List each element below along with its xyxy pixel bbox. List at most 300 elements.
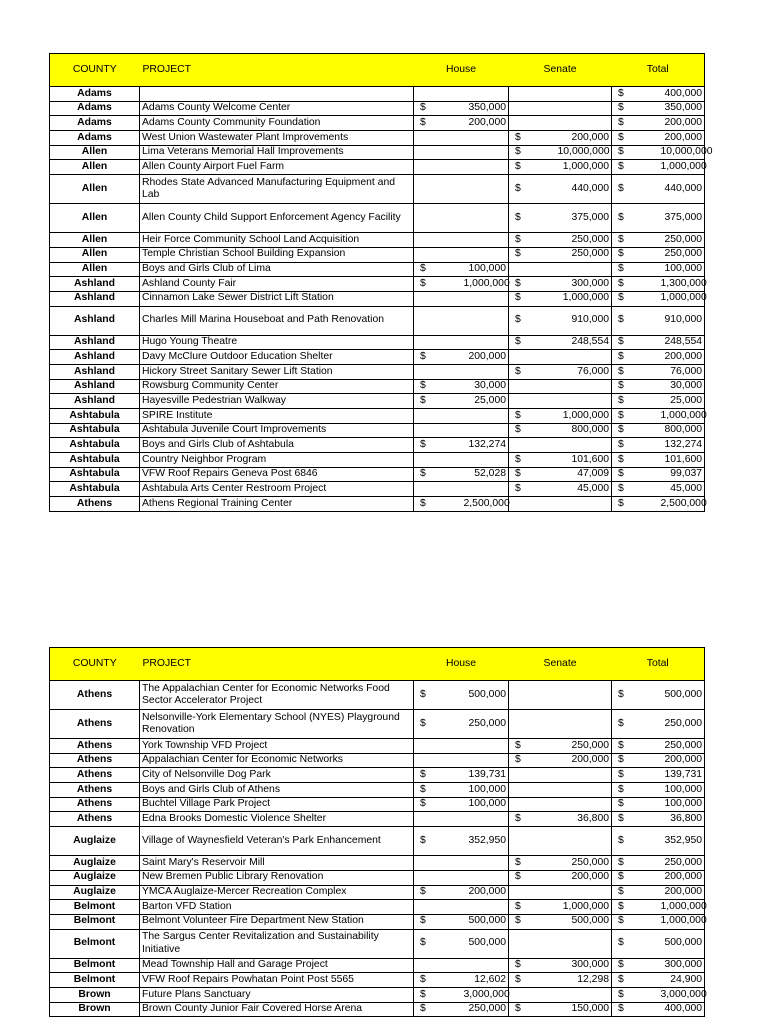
senate-dollar-sign	[509, 394, 556, 409]
total-dollar-sign: $	[612, 497, 659, 512]
total-amount: 1,000,000	[659, 409, 705, 424]
senate-amount	[556, 438, 612, 453]
total-amount: 99,037	[659, 467, 705, 482]
senate-dollar-sign: $	[509, 812, 556, 827]
total-amount: 1,300,000	[659, 277, 705, 292]
total-amount: 30,000	[659, 379, 705, 394]
total-dollar-sign: $	[612, 233, 659, 248]
senate-amount: 200,000	[556, 131, 612, 146]
county-cell: Ashtabula	[50, 409, 140, 424]
house-dollar-sign: $	[414, 885, 462, 900]
county-cell: Auglaize	[50, 870, 140, 885]
table-row	[50, 438, 705, 453]
house-dollar-sign: $	[414, 277, 462, 292]
county-cell: Adams	[50, 116, 140, 131]
project-cell: Rhodes State Advanced Manufacturing Equipment and Lab	[140, 175, 414, 204]
total-dollar-sign: $	[612, 350, 659, 365]
total-amount: 250,000	[659, 710, 705, 739]
project-cell: Adams County Community Foundation	[140, 116, 414, 131]
senate-dollar-sign: $	[509, 1002, 556, 1017]
county-cell: Allen	[50, 160, 140, 175]
senate-amount	[556, 497, 612, 512]
senate-amount: 250,000	[556, 233, 612, 248]
senate-amount: 150,000	[556, 1002, 612, 1017]
project-cell: Village of Waynesfield Veteran's Park Enhancement	[140, 827, 414, 856]
total-amount: 2,500,000	[659, 497, 705, 512]
house-dollar-sign	[414, 423, 462, 438]
house-dollar-sign	[414, 335, 462, 350]
table-row	[50, 87, 705, 102]
house-amount: 500,000	[462, 681, 509, 710]
table-row	[50, 870, 705, 885]
county-cell: Ashland	[50, 379, 140, 394]
project-cell: Appalachian Center for Economic Networks	[140, 753, 414, 768]
total-dollar-sign: $	[612, 101, 659, 116]
senate-amount: 45,000	[556, 482, 612, 497]
table-row	[50, 900, 705, 915]
house-amount: 3,000,000	[462, 987, 509, 1002]
total-dollar-sign: $	[612, 783, 659, 798]
house-dollar-sign: $	[414, 379, 462, 394]
house-dollar-sign: $	[414, 987, 462, 1002]
total-dollar-sign: $	[612, 131, 659, 146]
senate-dollar-sign: $	[509, 160, 556, 175]
county-cell: Athens	[50, 681, 140, 710]
county-cell: Allen	[50, 262, 140, 277]
total-amount: 45,000	[659, 482, 705, 497]
total-dollar-sign: $	[612, 204, 659, 233]
senate-dollar-sign: $	[509, 423, 556, 438]
project-cell: Edna Brooks Domestic Violence Shelter	[140, 812, 414, 827]
senate-amount: 375,000	[556, 204, 612, 233]
table-row	[50, 379, 705, 394]
house-amount	[462, 335, 509, 350]
total-amount: 36,800	[659, 812, 705, 827]
senate-dollar-sign	[509, 262, 556, 277]
total-amount: 248,554	[659, 335, 705, 350]
house-dollar-sign: $	[414, 350, 462, 365]
table-row	[50, 497, 705, 512]
senate-amount: 300,000	[556, 277, 612, 292]
project-cell: Lima Veterans Memorial Hall Improvements	[140, 145, 414, 160]
senate-amount	[556, 783, 612, 798]
total-amount: 500,000	[659, 681, 705, 710]
county-cell: Athens	[50, 497, 140, 512]
total-amount: 101,600	[659, 453, 705, 468]
senate-dollar-sign	[509, 116, 556, 131]
total-dollar-sign: $	[612, 277, 659, 292]
total-dollar-sign: $	[612, 885, 659, 900]
total-dollar-sign: $	[612, 423, 659, 438]
senate-dollar-sign: $	[509, 175, 556, 204]
house-amount: 30,000	[462, 379, 509, 394]
table-row	[50, 247, 705, 262]
senate-amount	[556, 797, 612, 812]
project-cell: Hugo Young Theatre	[140, 335, 414, 350]
total-amount: 350,000	[659, 101, 705, 116]
total-amount: 800,000	[659, 423, 705, 438]
total-amount: 100,000	[659, 262, 705, 277]
house-amount	[462, 870, 509, 885]
project-cell: Belmont Volunteer Fire Department New Station	[140, 914, 414, 929]
senate-amount: 12,298	[556, 973, 612, 988]
house-amount	[462, 175, 509, 204]
senate-amount	[556, 681, 612, 710]
total-amount: 352,950	[659, 827, 705, 856]
table-row	[50, 116, 705, 131]
table-row	[50, 160, 705, 175]
senate-amount: 36,800	[556, 812, 612, 827]
table-row	[50, 409, 705, 424]
house-dollar-sign	[414, 204, 462, 233]
county-cell: Ashtabula	[50, 438, 140, 453]
project-header: PROJECT	[140, 648, 414, 681]
project-cell: Allen County Airport Fuel Farm	[140, 160, 414, 175]
total-dollar-sign: $	[612, 291, 659, 306]
house-amount: 12,602	[462, 973, 509, 988]
senate-dollar-sign: $	[509, 145, 556, 160]
total-amount: 1,000,000	[659, 291, 705, 306]
senate-dollar-sign	[509, 379, 556, 394]
table-row	[50, 233, 705, 248]
house-amount: 52,028	[462, 467, 509, 482]
total-amount: 375,000	[659, 204, 705, 233]
house-amount	[462, 247, 509, 262]
house-amount	[462, 131, 509, 146]
county-cell: Ashland	[50, 277, 140, 292]
project-cell: New Bremen Public Library Renovation	[140, 870, 414, 885]
house-amount	[462, 291, 509, 306]
table-row	[50, 306, 705, 335]
senate-dollar-sign: $	[509, 335, 556, 350]
senate-amount: 1,000,000	[556, 160, 612, 175]
county-header: COUNTY	[50, 648, 140, 681]
table-row	[50, 1002, 705, 1017]
senate-amount: 800,000	[556, 423, 612, 438]
project-cell: Ashtabula Arts Center Restroom Project	[140, 482, 414, 497]
county-cell: Auglaize	[50, 856, 140, 871]
senate-dollar-sign: $	[509, 233, 556, 248]
house-dollar-sign: $	[414, 973, 462, 988]
table-row	[50, 783, 705, 798]
house-dollar-sign: $	[414, 101, 462, 116]
county-cell: Allen	[50, 233, 140, 248]
house-amount	[462, 409, 509, 424]
house-dollar-sign: $	[414, 710, 462, 739]
total-amount: 200,000	[659, 350, 705, 365]
total-amount: 1,000,000	[659, 900, 705, 915]
house-dollar-sign: $	[414, 914, 462, 929]
house-dollar-sign	[414, 247, 462, 262]
house-amount: 139,731	[462, 768, 509, 783]
senate-dollar-sign	[509, 438, 556, 453]
total-amount: 200,000	[659, 131, 705, 146]
county-cell: Allen	[50, 204, 140, 233]
senate-amount: 250,000	[556, 247, 612, 262]
house-dollar-sign	[414, 145, 462, 160]
total-dollar-sign: $	[612, 987, 659, 1002]
senate-amount	[556, 379, 612, 394]
senate-dollar-sign	[509, 681, 556, 710]
total-amount: 76,000	[659, 364, 705, 379]
project-cell: Boys and Girls Club of Ashtabula	[140, 438, 414, 453]
county-cell: Ashland	[50, 394, 140, 409]
county-cell: Auglaize	[50, 827, 140, 856]
senate-amount: 10,000,000	[556, 145, 612, 160]
senate-amount	[556, 710, 612, 739]
total-dollar-sign: $	[612, 812, 659, 827]
table-row	[50, 204, 705, 233]
table-row	[50, 175, 705, 204]
total-amount: 25,000	[659, 394, 705, 409]
total-header: Total	[612, 648, 705, 681]
senate-dollar-sign: $	[509, 131, 556, 146]
senate-dollar-sign: $	[509, 453, 556, 468]
house-amount	[462, 145, 509, 160]
house-amount: 132,274	[462, 438, 509, 453]
total-dollar-sign: $	[612, 175, 659, 204]
appropriations-table-1	[49, 53, 713, 512]
county-cell: Athens	[50, 739, 140, 754]
table-row	[50, 101, 705, 116]
table-row	[50, 145, 705, 160]
total-amount: 250,000	[659, 856, 705, 871]
house-dollar-sign	[414, 453, 462, 468]
house-dollar-sign: $	[414, 497, 462, 512]
total-amount: 200,000	[659, 885, 705, 900]
house-dollar-sign	[414, 131, 462, 146]
senate-amount: 910,000	[556, 306, 612, 335]
project-cell: Saint Mary's Reservoir Mill	[140, 856, 414, 871]
senate-amount	[556, 768, 612, 783]
senate-dollar-sign	[509, 783, 556, 798]
house-dollar-sign	[414, 364, 462, 379]
county-cell: Ashland	[50, 335, 140, 350]
house-dollar-sign	[414, 175, 462, 204]
house-amount: 100,000	[462, 262, 509, 277]
project-cell: The Sargus Center Revitalization and Sustainability Initiative	[140, 929, 414, 958]
table-row	[50, 958, 705, 973]
total-amount: 300,000	[659, 958, 705, 973]
total-dollar-sign: $	[612, 438, 659, 453]
total-amount: 200,000	[659, 870, 705, 885]
senate-amount	[556, 394, 612, 409]
house-amount	[462, 423, 509, 438]
senate-dollar-sign	[509, 929, 556, 958]
house-amount	[462, 856, 509, 871]
house-amount: 352,950	[462, 827, 509, 856]
senate-amount: 47,009	[556, 467, 612, 482]
project-cell: Cinnamon Lake Sewer District Lift Station	[140, 291, 414, 306]
senate-amount	[556, 885, 612, 900]
house-amount: 1,000,000	[462, 277, 509, 292]
total-amount: 250,000	[659, 247, 705, 262]
table-row	[50, 929, 705, 958]
senate-dollar-sign	[509, 710, 556, 739]
table-row	[50, 482, 705, 497]
table-row	[50, 856, 705, 871]
house-amount: 200,000	[462, 885, 509, 900]
house-amount	[462, 233, 509, 248]
senate-dollar-sign: $	[509, 291, 556, 306]
county-cell: Adams	[50, 87, 140, 102]
senate-amount: 1,000,000	[556, 291, 612, 306]
total-dollar-sign: $	[612, 409, 659, 424]
county-cell: Allen	[50, 175, 140, 204]
house-amount: 500,000	[462, 914, 509, 929]
table-row	[50, 131, 705, 146]
total-dollar-sign: $	[612, 394, 659, 409]
table-body	[50, 681, 705, 1017]
house-amount: 200,000	[462, 350, 509, 365]
total-dollar-sign: $	[612, 914, 659, 929]
house-dollar-sign: $	[414, 681, 462, 710]
county-cell: Adams	[50, 131, 140, 146]
house-dollar-sign	[414, 409, 462, 424]
house-amount	[462, 87, 509, 102]
county-cell: Athens	[50, 797, 140, 812]
house-amount: 100,000	[462, 783, 509, 798]
project-cell: Athens Regional Training Center	[140, 497, 414, 512]
house-dollar-sign	[414, 958, 462, 973]
total-dollar-sign: $	[612, 739, 659, 754]
county-cell: Athens	[50, 783, 140, 798]
county-cell: Ashland	[50, 306, 140, 335]
senate-dollar-sign: $	[509, 409, 556, 424]
project-cell: Temple Christian School Building Expansion	[140, 247, 414, 262]
senate-dollar-sign	[509, 797, 556, 812]
senate-amount	[556, 827, 612, 856]
senate-amount: 248,554	[556, 335, 612, 350]
header-row	[50, 648, 705, 681]
total-dollar-sign: $	[612, 145, 659, 160]
senate-dollar-sign: $	[509, 753, 556, 768]
total-dollar-sign: $	[612, 958, 659, 973]
table-row	[50, 753, 705, 768]
total-amount: 200,000	[659, 116, 705, 131]
total-amount: 440,000	[659, 175, 705, 204]
house-dollar-sign	[414, 306, 462, 335]
senate-dollar-sign: $	[509, 364, 556, 379]
house-dollar-sign: $	[414, 827, 462, 856]
total-amount: 400,000	[659, 1002, 705, 1017]
senate-amount: 200,000	[556, 870, 612, 885]
senate-dollar-sign: $	[509, 204, 556, 233]
house-amount	[462, 306, 509, 335]
table-row	[50, 681, 705, 710]
house-amount: 100,000	[462, 797, 509, 812]
house-amount	[462, 812, 509, 827]
house-dollar-sign: $	[414, 797, 462, 812]
total-dollar-sign: $	[612, 856, 659, 871]
total-dollar-sign: $	[612, 827, 659, 856]
senate-amount	[556, 116, 612, 131]
senate-dollar-sign	[509, 497, 556, 512]
senate-dollar-sign: $	[509, 482, 556, 497]
project-cell: City of Nelsonville Dog Park	[140, 768, 414, 783]
total-amount: 200,000	[659, 753, 705, 768]
total-dollar-sign: $	[612, 929, 659, 958]
project-cell: Buchtel Village Park Project	[140, 797, 414, 812]
senate-amount: 300,000	[556, 958, 612, 973]
project-cell: Allen County Child Support Enforcement Agency Facility	[140, 204, 414, 233]
senate-amount: 500,000	[556, 914, 612, 929]
county-cell: Auglaize	[50, 885, 140, 900]
table-body	[50, 87, 713, 512]
total-dollar-sign: $	[612, 797, 659, 812]
house-dollar-sign: $	[414, 1002, 462, 1017]
county-cell: Belmont	[50, 958, 140, 973]
project-cell: Boys and Girls Club of Athens	[140, 783, 414, 798]
project-cell: The Appalachian Center for Economic Networks Food Sector Accelerator Project	[140, 681, 414, 710]
senate-amount: 250,000	[556, 739, 612, 754]
table-row	[50, 885, 705, 900]
senate-amount: 250,000	[556, 856, 612, 871]
project-cell: VFW Roof Repairs Powhatan Point Post 5565	[140, 973, 414, 988]
appropriations-table-2	[49, 647, 705, 1017]
project-cell: Country Neighbor Program	[140, 453, 414, 468]
house-amount: 25,000	[462, 394, 509, 409]
senate-dollar-sign	[509, 87, 556, 102]
house-dollar-sign: $	[414, 262, 462, 277]
house-amount	[462, 482, 509, 497]
house-dollar-sign	[414, 233, 462, 248]
total-amount: 1,000,000	[659, 914, 705, 929]
house-dollar-sign	[414, 900, 462, 915]
senate-dollar-sign	[509, 768, 556, 783]
table-row	[50, 335, 705, 350]
table-row	[50, 827, 705, 856]
total-amount: 132,274	[659, 438, 705, 453]
house-header: House	[414, 54, 509, 87]
house-amount: 500,000	[462, 929, 509, 958]
senate-amount: 76,000	[556, 364, 612, 379]
house-dollar-sign: $	[414, 394, 462, 409]
senate-dollar-sign: $	[509, 900, 556, 915]
county-cell: Adams	[50, 101, 140, 116]
county-cell: Belmont	[50, 900, 140, 915]
senate-dollar-sign: $	[509, 973, 556, 988]
total-dollar-sign: $	[612, 753, 659, 768]
table-row	[50, 710, 705, 739]
total-dollar-sign: $	[612, 247, 659, 262]
total-dollar-sign: $	[612, 364, 659, 379]
county-cell: Belmont	[50, 929, 140, 958]
house-dollar-sign: $	[414, 768, 462, 783]
county-cell: Ashland	[50, 291, 140, 306]
county-cell: Ashtabula	[50, 482, 140, 497]
project-cell: Adams County Welcome Center	[140, 101, 414, 116]
total-dollar-sign: $	[612, 262, 659, 277]
table-row	[50, 973, 705, 988]
house-amount	[462, 900, 509, 915]
table-row	[50, 812, 705, 827]
house-dollar-sign: $	[414, 929, 462, 958]
total-amount: 100,000	[659, 783, 705, 798]
senate-dollar-sign: $	[509, 870, 556, 885]
table-row	[50, 364, 705, 379]
table-row	[50, 350, 705, 365]
senate-amount: 440,000	[556, 175, 612, 204]
house-amount	[462, 364, 509, 379]
senate-dollar-sign: $	[509, 247, 556, 262]
total-dollar-sign: $	[612, 973, 659, 988]
house-dollar-sign	[414, 291, 462, 306]
county-cell: Athens	[50, 753, 140, 768]
senate-amount	[556, 350, 612, 365]
county-cell: Athens	[50, 710, 140, 739]
county-cell: Belmont	[50, 973, 140, 988]
